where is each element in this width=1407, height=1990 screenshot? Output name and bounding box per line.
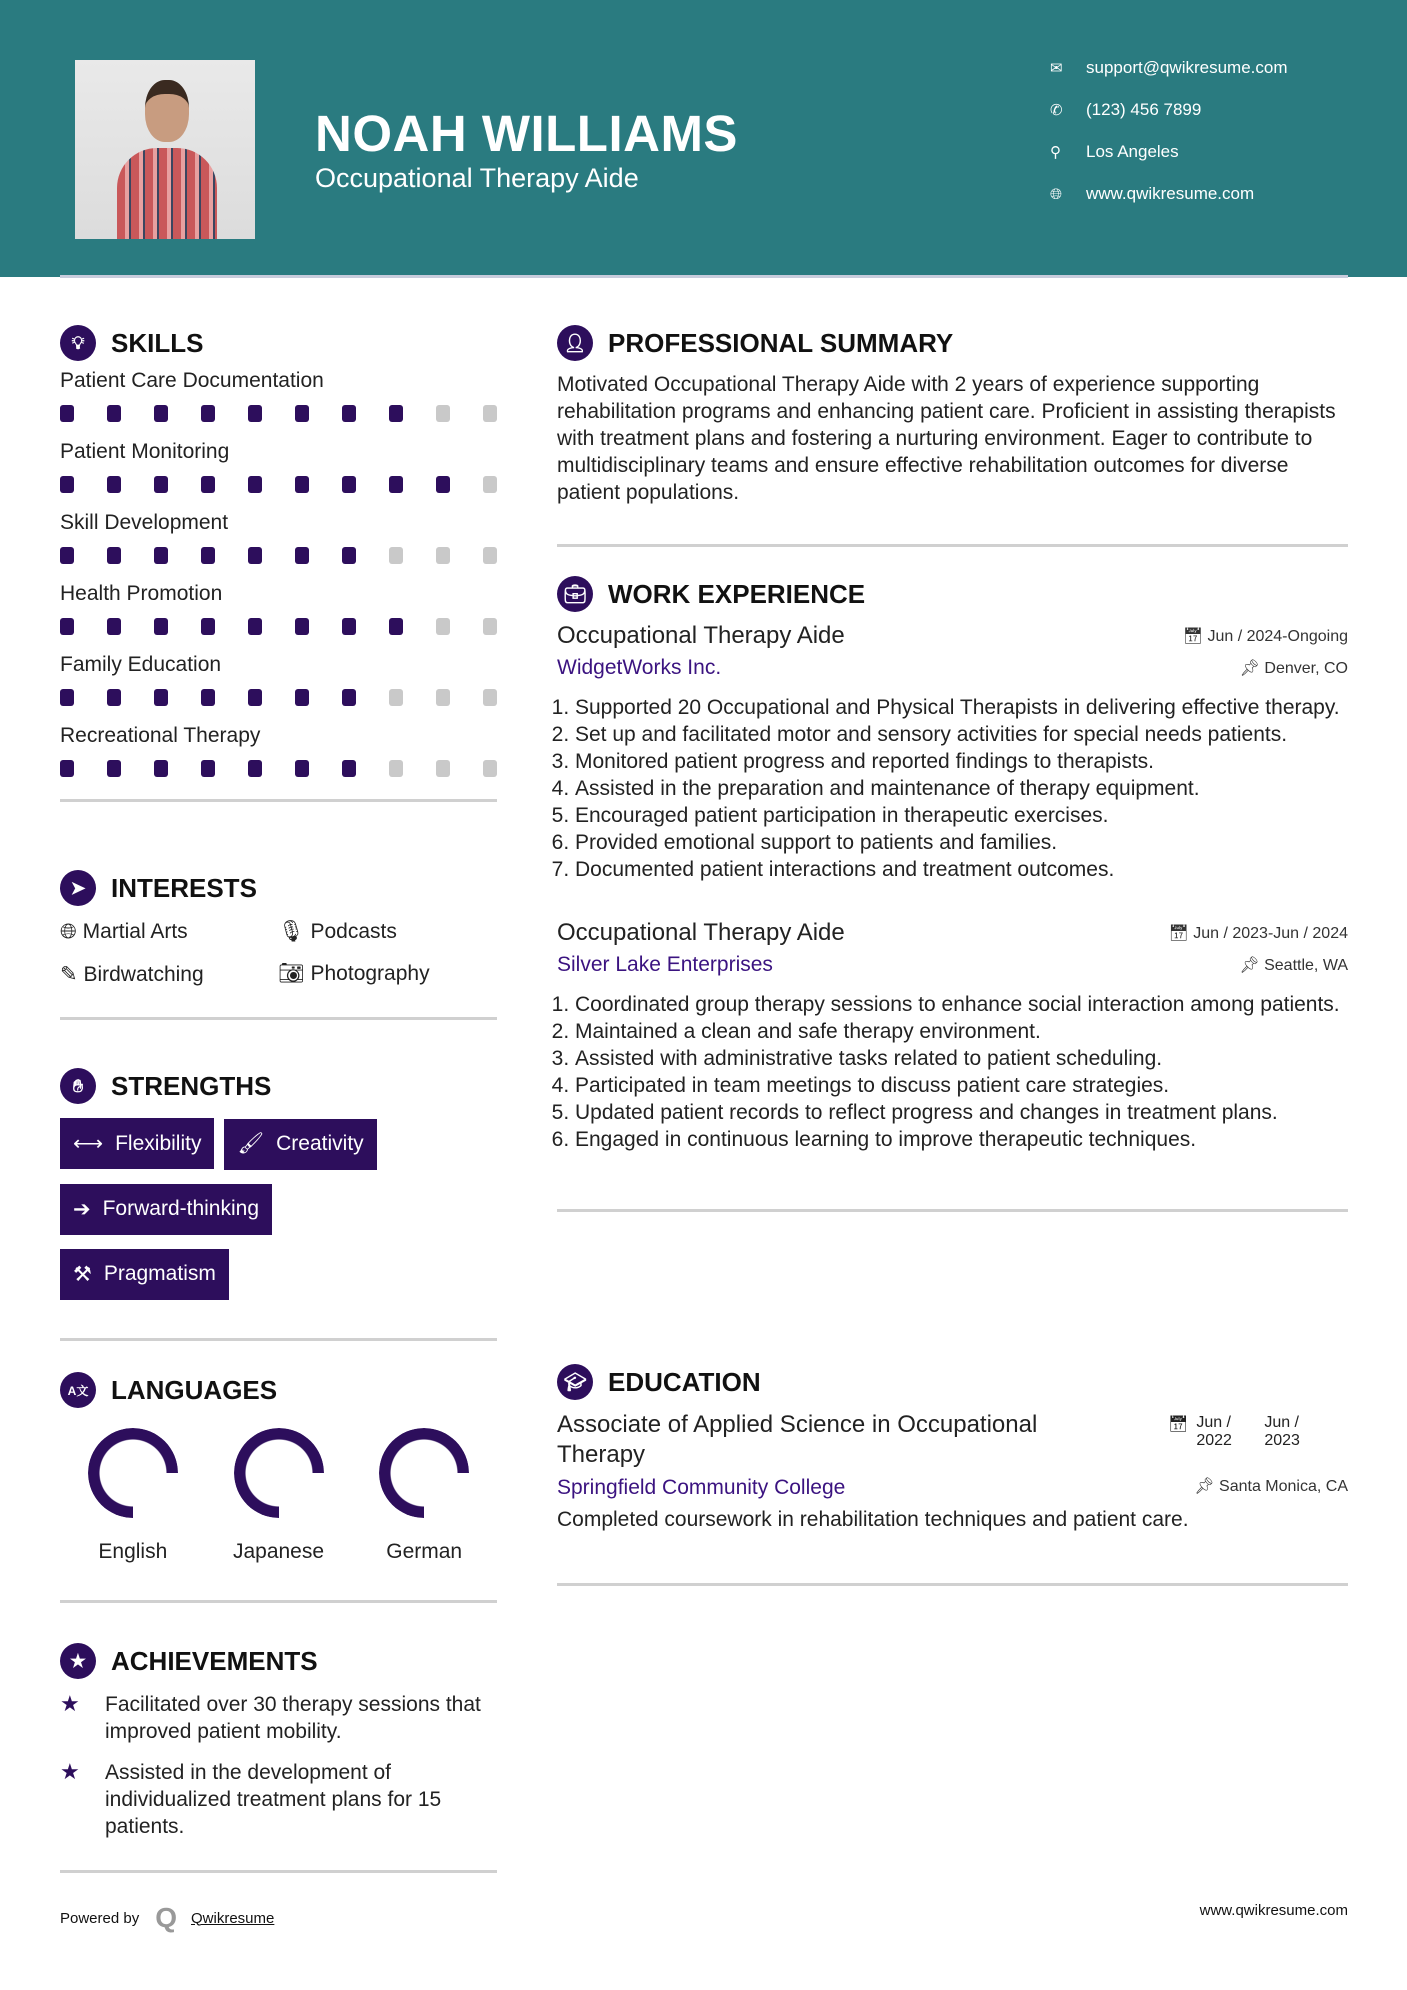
contact-email[interactable]: ✉ support@qwikresume.com [1050,58,1288,77]
rating-dot [248,689,262,706]
divider [60,1017,497,1020]
rating-dot [389,405,403,422]
skill-label: Patient Monitoring [60,440,230,463]
education-text: Completed coursework in rehabilitation techniques and patient care. [557,1508,1189,1531]
skill-item [60,653,497,706]
skill-item [60,582,497,635]
paint-brush-icon: 🖌︎ [237,1132,265,1155]
divider [60,799,497,802]
skill-label: Recreational Therapy [60,724,261,747]
calendar-icon: 📅︎ [1182,628,1208,645]
skill-rating [60,476,497,493]
rating-dot [342,618,356,635]
rating-dot [295,760,309,777]
job-bullet: 1. Supported 20 Occupational and Physical Therapists in delivering effective therapy. [575,694,1348,721]
divider [60,1338,497,1341]
rating-dot [154,405,168,422]
rating-dot [342,689,356,706]
job-title: Occupational Therapy Aide [557,919,845,946]
interests-section: ➤ INTERESTS 🌐︎ Martial Arts 🎙︎ Podcasts ✎ Birdwatching 📷︎ Photography [60,870,497,1020]
rating-dot [201,618,215,635]
skill-rating [60,689,497,706]
rating-dot [154,689,168,706]
contact-location: ⚲ Los Angeles [1050,142,1179,161]
summary-text: Motivated Occupational Therapy Aide with 2 years of experience supporting rehabilitation programs and enhancing patient care. Proficient in assisting therapists with treatment plans and fostering a nurturing environment. Eager to contribute to multidisciplinary teams and ensure effective rehabilitation outcomes for diverse patient populations. [557,373,1336,504]
rating-dot [60,405,74,422]
divider [557,544,1348,547]
rating-dot [201,689,215,706]
rating-dot [483,405,497,422]
rating-dot [342,547,356,564]
contact-website[interactable]: 🌐︎ www.qwikresume.com [1050,184,1255,203]
language-label: German [386,1540,463,1563]
rating-dot [342,760,356,777]
rating-dot [107,760,121,777]
strength-chip: ➔ Forward-thinking [60,1184,272,1235]
rating-dot [60,689,74,706]
rating-dot [483,476,497,493]
rating-dot [201,476,215,493]
rating-dot [342,405,356,422]
rating-dot [483,618,497,635]
rating-dot [389,689,403,706]
job-bullet: 4. Participated in team meetings to discuss patient care strategies. [575,1072,1348,1099]
language-label: Japanese [232,1540,325,1563]
skill-item [60,440,497,493]
divider [60,1870,497,1873]
rating-dot [107,689,121,706]
skill-rating [60,547,497,564]
rating-dot [295,405,309,422]
school: Springfield Community College [557,1476,846,1499]
skill-label: Health Promotion [60,582,223,605]
education-section: 🎓︎ EDUCATION Associate of Applied Science in Occupational Therapy 📅︎ Jun / 2022 Jun / 2023 Springfield Community College 📌︎ Santa Monica, CA Completed coursework in rehabilitation techniques and patient care. [557,1364,1348,1586]
rating-dot [389,618,403,635]
graduate-icon: 🎓︎ [557,1364,593,1400]
job-entry: Occupational Therapy Aide 📅︎ Jun / 2024-Ongoing WidgetWorks Inc. 📌︎ Denver, CO 1. Supported 20 Occupational and Physical Therapists in delivering effective therapy. 2. Set up and facilitated motor and sensory activities for special needs patients. 3. Monitored patient progress and reported findings to therapists. 4. Assisted in the preparation and maintenance of therapy equipment. 5. Encouraged patient participation in therapeutic exercises. 6. Provided emotional support to patients and families. 7. Documented patient interactions and treatment outcomes. [557,622,1348,883]
qwikresume-logo-icon: Q [155,1902,177,1933]
rating-dot [295,689,309,706]
rating-dot [248,547,262,564]
skill-label: Patient Care Documentation [60,369,324,392]
strength-chip: 🖌︎ Creativity [224,1119,376,1170]
language-icon: A文 [60,1372,96,1408]
section-title: SKILLS [111,327,204,358]
job-bullet: 3. Monitored patient progress and reported findings to therapists. [575,748,1348,775]
skills-section [60,325,497,802]
rating-dot [436,618,450,635]
language-item [206,1428,352,1564]
pin-icon: 📌︎ [1239,957,1265,974]
pin-icon: 📌︎ [1194,1478,1220,1495]
header-divider [60,275,1348,278]
rating-dot [389,476,403,493]
lightbulb-icon: 💡︎ [60,325,96,361]
degree: Associate of Applied Science in Occupational Therapy [557,1411,1038,1468]
job-bullet: 4. Assisted in the preparation and maintenance of therapy equipment. [575,775,1348,802]
paper-plane-icon: ➤ [60,870,96,906]
star-icon: ★ [60,1759,80,1784]
achievements-section: ★ ACHIEVEMENTS ★ Facilitated over 30 therapy sessions that improved patient mobility. ★ Assisted in the development of individualized treatment plans for 15 patients. [60,1643,497,1873]
skill-rating [60,760,497,777]
rating-dot [107,547,121,564]
strengths-section: ✋︎ STRENGTHS ⟷ Flexibility 🖌︎ Creativity ➔ Forward-thinking ⚒ Pragmatism [60,1068,497,1341]
rating-dot [107,618,121,635]
skill-rating [60,405,497,422]
rating-dot [154,476,168,493]
contact-phone: ✆ (123) 456 7899 [1050,100,1202,119]
map-pin-icon: ⚲ [1050,144,1061,161]
globe-icon: 🌐︎ [60,920,83,943]
user-icon: 👤︎ [557,325,593,361]
arrows-h-icon: ⟷ [73,1132,104,1155]
star-icon: ★ [60,1691,80,1716]
profile-photo [75,60,255,239]
skill-label: Skill Development [60,511,229,534]
hand-icon: ✋︎ [60,1068,96,1104]
rating-dot [60,476,74,493]
rating-dot [248,405,262,422]
rating-dot [389,760,403,777]
skill-item [60,369,497,422]
rating-dot [154,618,168,635]
skill-rating [60,618,497,635]
divider [557,1583,1348,1586]
pin-icon: 📌︎ [1239,660,1265,677]
interest-item: 🌐︎ Martial Arts [60,920,188,943]
gavel-icon: ⚒ [73,1262,92,1286]
briefcase-icon: 💼︎ [557,576,593,612]
footer-url[interactable]: www.qwikresume.com [1199,1902,1348,1919]
camera-icon: 📷︎ [278,962,311,985]
job-bullet: 2. Set up and facilitated motor and sensory activities for special needs patients. [575,721,1348,748]
rating-dot [436,405,450,422]
strength-chip: ⟷ Flexibility [60,1118,214,1169]
divider [60,1600,497,1603]
rating-dot [154,760,168,777]
rating-dot [60,547,74,564]
rating-dot [295,618,309,635]
job-bullet: 6. Provided emotional support to patients and families. [575,829,1348,856]
summary-section: 👤︎ PROFESSIONAL SUMMARY Motivated Occupational Therapy Aide with 2 years of experience supporting rehabilitation programs and enhancing patient care. Proficient in assisting therapists with treatment plans and fostering a nurturing environment. Eager to contribute to multidisciplinary teams and ensure effective rehabilitation outcomes for diverse patient populations. [557,325,1348,547]
rating-dot [107,476,121,493]
company: WidgetWorks Inc. [557,656,722,679]
job-bullet: 5. Updated patient records to reflect progress and changes in treatment plans. [575,1099,1348,1126]
arrow-right-icon: ➔ [73,1197,91,1221]
brand-link[interactable]: Qwikresume [191,1909,275,1927]
rating-dot [248,476,262,493]
job-bullet: 1. Coordinated group therapy sessions to enhance social interaction among patients. [575,991,1348,1018]
job-bullet: 3. Assisted with administrative tasks related to patient scheduling. [575,1045,1348,1072]
job-title: Occupational Therapy Aide [557,622,845,649]
skill-item [60,511,497,564]
job-bullet: 7. Documented patient interactions and treatment outcomes. [575,856,1348,883]
rating-dot [295,547,309,564]
interest-item: 📷︎ Photography [278,962,430,985]
skill-item [60,724,497,777]
star-badge-icon: ★ [60,1643,96,1679]
envelope-icon: ✉ [1050,60,1063,77]
rating-dot [201,760,215,777]
achievement-item: ★ Assisted in the development of individualized treatment plans for 15 patients. [60,1759,442,1838]
rating-dot [60,618,74,635]
rating-dot [483,547,497,564]
candidate-role: Occupational Therapy Aide [315,163,639,193]
language-item [60,1428,206,1564]
language-label: English [98,1540,168,1563]
job-entry: Occupational Therapy Aide 📅︎ Jun / 2023-Jun / 2024 Silver Lake Enterprises 📌︎ Seattle, WA 1. Coordinated group therapy sessions to enhance social interaction among patients. 2. Maintained a clean and safe therapy environment. 3. Assisted with administrative tasks related to patient scheduling. 4. Participated in team meetings to discuss patient care strategies. 5. Updated patient records to reflect progress and changes in treatment plans. 6. Engaged in continuous learning to improve therapeutic techniques. [557,919,1348,1153]
languages-section: A文 LANGUAGES English Japanese German [60,1372,497,1603]
skill-label: Family Education [60,653,222,676]
rating-dot [248,760,262,777]
rating-dot [154,547,168,564]
candidate-name: NOAH WILLIAMS [315,105,738,162]
rating-dot [60,760,74,777]
job-bullet: 6. Engaged in continuous learning to improve therapeutic techniques. [575,1126,1348,1153]
rating-dot [342,476,356,493]
company: Silver Lake Enterprises [557,953,773,976]
calendar-icon: 📅︎ [1168,925,1194,942]
phone-icon: ✆ [1050,102,1063,119]
job-bullet: 5. Encouraged patient participation in therapeutic exercises. [575,802,1348,829]
strength-chip: ⚒ Pragmatism [60,1249,229,1300]
language-item [351,1428,497,1564]
rating-dot [436,476,450,493]
rating-dot [107,405,121,422]
interest-item: 🎙︎ Podcasts [278,920,397,943]
language-ring [234,1428,324,1518]
experience-section: 💼︎ WORK EXPERIENCE Occupational Therapy Aide 📅︎ Jun / 2024-Ongoing WidgetWorks Inc. 📌︎ Denver, CO 1. Supported 20 Occupational and Physical Therapists in delivering effective therapy. 2. Set up and facilitated motor and sensory activities for special needs patients. 3. Monitored patient progress and reported findings to therapists. 4. Assisted in the preparation and maintenance of therapy equipment. 5. Encouraged patient participation in therapeutic exercises. 6. Provided emotional support to patients and families. 7. Documented patient interactions and treatment outcomes. Occupational Therapy Aide 📅︎ Jun / 2023-Jun / 2024 Silver Lake Enterprises 📌︎ Seattle, WA 1. Coordinated group therapy sessions to enhance social interaction among patients. 2. Maintained a clean and safe therapy environment. 3. Assisted with administrative tasks related to patient scheduling. 4. Participated in team meetings to discuss patient care strategies. 5. Updated patient records to reflect progress and changes in treatment plans. 6. Engaged in continuous learning to improve therapeutic techniques. [557,576,1348,1212]
edit-icon: ✎ [60,963,84,986]
microphone-icon: 🎙︎ [278,920,311,943]
language-ring [379,1428,469,1518]
globe-icon: 🌐︎ [1050,185,1063,203]
achievement-item: ★ Facilitated over 30 therapy sessions that improved patient mobility. [60,1691,481,1743]
footer-powered: Powered by Q Qwikresume [60,1902,275,1933]
rating-dot [248,618,262,635]
rating-dot [201,405,215,422]
language-ring [88,1428,178,1518]
rating-dot [436,760,450,777]
rating-dot [295,476,309,493]
rating-dot [201,547,215,564]
job-bullet: 2. Maintained a clean and safe therapy environment. [575,1018,1348,1045]
interest-item: ✎ Birdwatching [60,963,204,986]
rating-dot [389,547,403,564]
rating-dot [483,689,497,706]
rating-dot [436,547,450,564]
calendar-icon: 📅︎ [1168,1416,1189,1433]
rating-dot [483,760,497,777]
rating-dot [436,689,450,706]
divider [557,1209,1348,1212]
